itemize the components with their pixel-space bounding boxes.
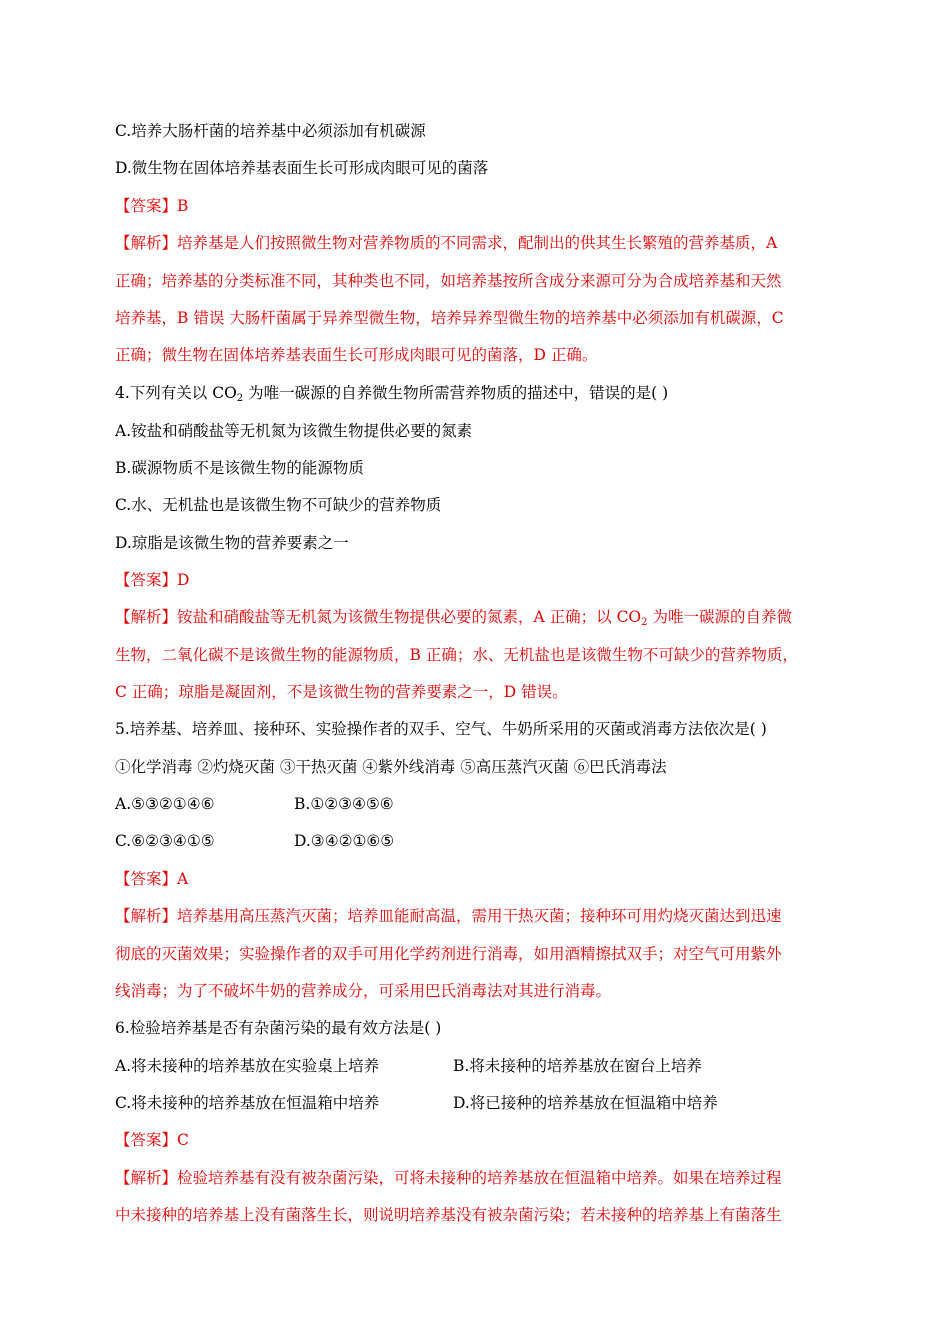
q6-option-d: D.将已接种的培养基放在恒温箱中培养 — [453, 1094, 718, 1112]
analysis-text: 培养基是人们按照微生物对营养物质的不同需求，配制出的供其生长繁殖的营养基质，A — [177, 234, 778, 252]
answer-label: 【答案】 — [115, 571, 178, 589]
q6-option-c: C.将未接种的培养基放在恒温箱中培养 — [115, 1094, 380, 1112]
q5-option-a: A.⑤③②①④⑥ — [115, 795, 215, 813]
q3-option-d: D.微生物在固体培养基表面生长可形成肉眼可见的菌落 — [115, 159, 489, 177]
q6-answer — [115, 1130, 189, 1150]
q6-analysis-line-1 — [115, 1168, 782, 1188]
q3-answer — [115, 196, 188, 216]
q3-analysis-line-1 — [115, 233, 777, 253]
q5-option-d: D.③④②①⑥⑤ — [294, 832, 395, 850]
answer-label: 【答案】 — [115, 197, 178, 215]
analysis-text: 培养基用高压蒸汽灭菌；培养皿能耐高温，需用干热灭菌；接种环可用灼烧灭菌达到迅速 — [177, 907, 782, 925]
q5-analysis-line-1 — [115, 906, 782, 926]
q4-analysis-line-1 — [115, 607, 792, 627]
analysis-text-2: 为唯一碳源的自养微 — [647, 608, 792, 626]
q5-methods: ①化学消毒 ②灼烧灭菌 ③干热灭菌 ④紫外线消毒 ⑤高压蒸汽灭菌 ⑥巴氏消毒法 — [115, 758, 667, 776]
q4-analysis-line-3: C 正确；琼脂是凝固剂，不是该微生物的营养要素之一，D 错误。 — [115, 683, 568, 701]
analysis-label: 【解析】 — [115, 907, 178, 925]
q5-option-c: C.⑥②③④①⑤ — [115, 832, 215, 850]
answer-label: 【答案】 — [115, 870, 178, 888]
q5-analysis-line-3: 线消毒；为了不破坏牛奶的营养成分，可采用巴氏消毒法对其进行消毒。 — [115, 982, 612, 1000]
answer-value: A — [177, 870, 189, 888]
q3-option-c: C.培养大肠杆菌的培养基中必须添加有机碳源 — [115, 122, 426, 140]
q3-analysis-line-4: 正确；微生物在固体培养基表面生长可形成肉眼可见的菌落，D 正确。 — [115, 346, 598, 364]
q4-option-b: B.碳源物质不是该微生物的能源物质 — [115, 459, 364, 477]
q4-stem — [115, 383, 668, 403]
q4-option-c: C.水、无机盐也是该微生物不可缺少的营养物质 — [115, 496, 442, 514]
q5-option-b: B.①②③④⑤⑥ — [294, 795, 394, 813]
q4-answer — [115, 570, 189, 590]
analysis-text: 检验培养基有没有被杂菌污染，可将未接种的培养基放在恒温箱中培养。如果在培养过程 — [177, 1169, 782, 1187]
subscript: 2 — [641, 617, 648, 628]
analysis-label: 【解析】 — [115, 608, 178, 626]
answer-value: D — [177, 571, 190, 589]
subscript: 2 — [236, 393, 244, 404]
q5-analysis-line-2: 彻底的灭菌效果；实验操作者的双手可用化学药剂进行消毒，如用酒精擦拭双手；对空气可用紫外 — [115, 945, 782, 963]
q3-analysis-line-2: 正确；培养基的分类标准不同，其种类也不同，如培养基按所含成分来源可分为合成培养基和天然 — [115, 272, 782, 290]
q4-option-d: D.琼脂是该微生物的营养要素之一 — [115, 534, 349, 552]
q4-stem-text-2: 为唯一碳源的自养微生物所需营养物质的描述中，错误的是( ) — [243, 384, 669, 402]
q5-answer — [115, 869, 188, 889]
q6-stem: 6.检验培养基是否有杂菌污染的最有效方法是( ) — [115, 1019, 442, 1037]
q4-stem-text: 4.下列有关以 CO — [115, 384, 237, 402]
answer-value: B — [177, 197, 189, 215]
q3-analysis-line-3: 培养基，B 错误 大肠杆菌属于异养型微生物，培养异养型微生物的培养基中必须添加有机碳源，C — [115, 309, 784, 327]
q5-stem: 5.培养基、培养皿、接种环、实验操作者的双手、空气、牛奶所采用的灭菌或消毒方法依次是( ) — [115, 720, 767, 738]
answer-label: 【答案】 — [115, 1131, 178, 1149]
analysis-text: 铵盐和硝酸盐等无机氮为该微生物提供必要的氮素，A 正确；以 CO — [177, 608, 642, 626]
answer-value: C — [177, 1131, 189, 1149]
q4-option-a: A.铵盐和硝酸盐等无机氮为该微生物提供必要的氮素 — [115, 422, 473, 440]
analysis-label: 【解析】 — [115, 234, 178, 252]
analysis-label: 【解析】 — [115, 1169, 178, 1187]
q6-analysis-line-2: 中未接种的培养基上没有菌落生长，则说明培养基没有被杂菌污染；若未接种的培养基上有菌落生 — [115, 1206, 782, 1224]
q4-analysis-line-2: 生物，二氧化碳不是该微生物的能源物质，B 正确；水、无机盐也是该微生物不可缺少的营养物质， — [115, 646, 798, 664]
q6-option-b: B.将未接种的培养基放在窗台上培养 — [453, 1057, 702, 1075]
q6-option-a: A.将未接种的培养基放在实验桌上培养 — [115, 1057, 380, 1075]
